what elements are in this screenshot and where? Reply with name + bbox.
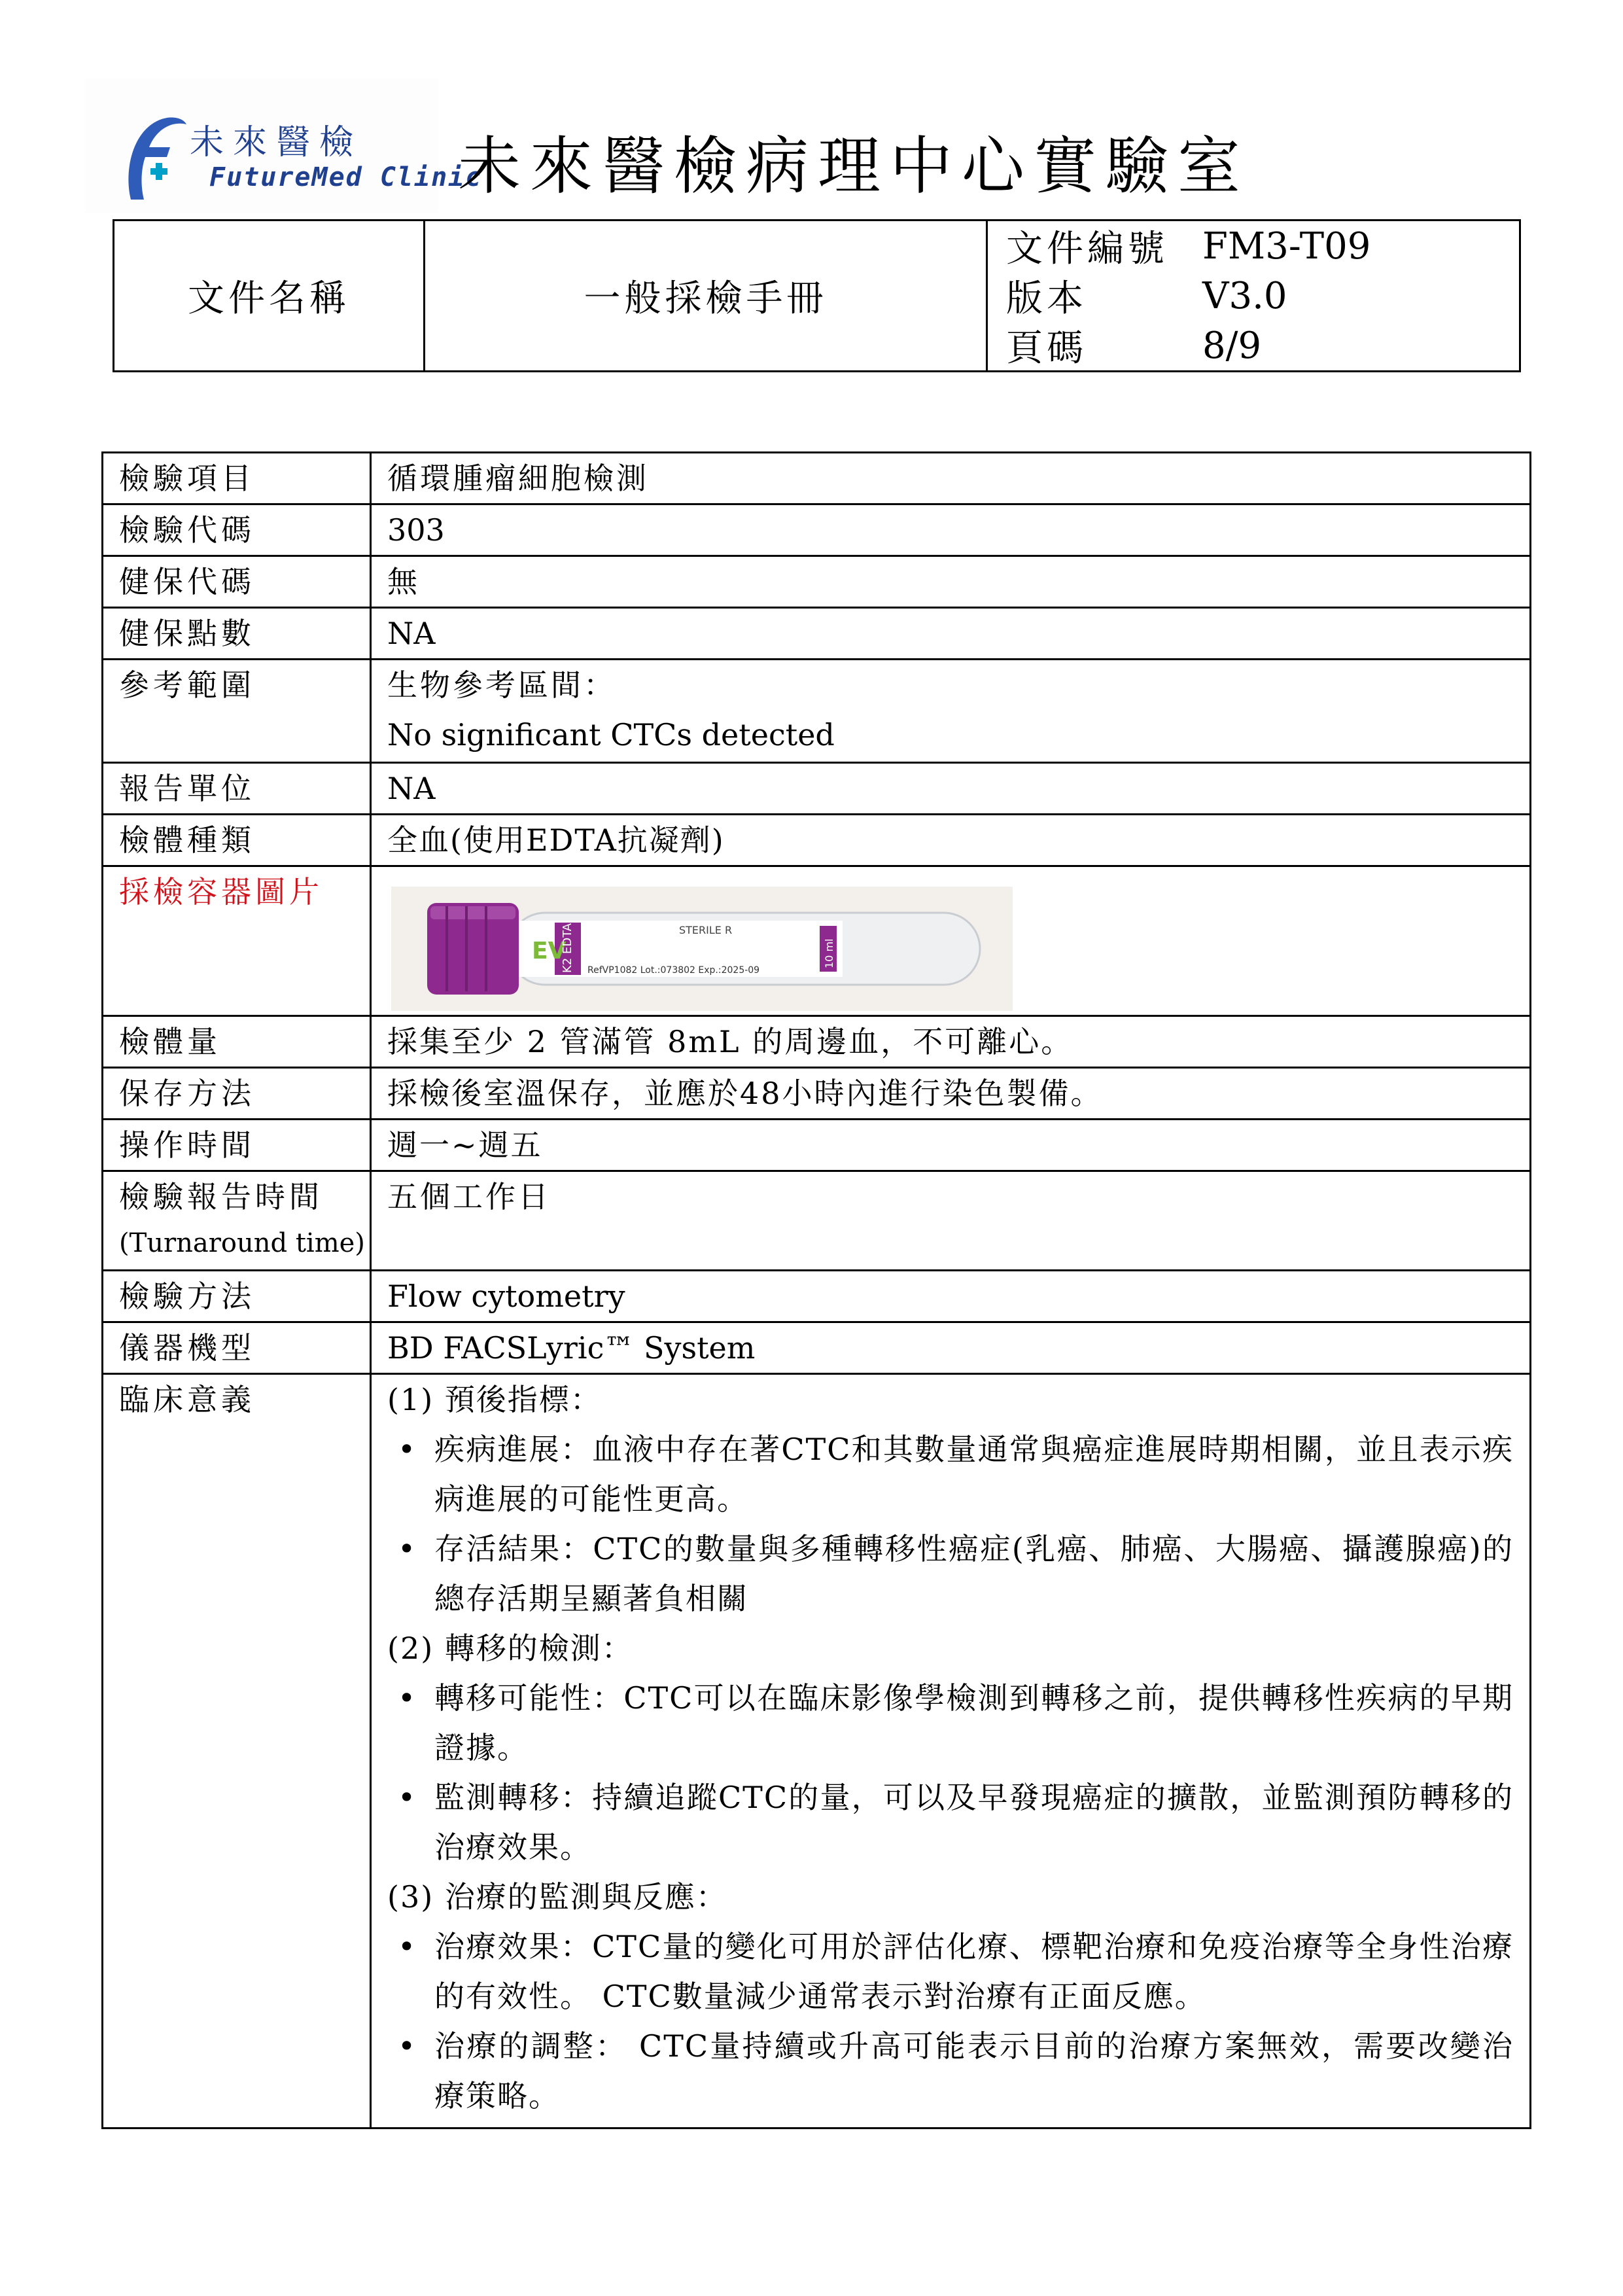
tube-brand: EV xyxy=(532,938,567,964)
doc-name-label: 文件名稱 xyxy=(114,221,425,372)
row-label: 操作時間 xyxy=(103,1120,371,1171)
table-row xyxy=(103,556,1531,608)
row-value: 採集至少 2 管滿管 8mL 的周邊血，不可離心。 xyxy=(371,1016,1531,1068)
row-value: NA xyxy=(371,608,1531,660)
row-label: 保存方法 xyxy=(103,1068,371,1120)
list-item: • 治療效果：CTC量的變化可用於評估化療、標靶治療和免疫治療等全身性治療的有效性。 CTC數量減少通常表示對治療有正面反應。 xyxy=(398,1929,1514,2014)
edta-tube-image xyxy=(391,887,1013,1011)
row-label: 檢體種類 xyxy=(103,815,371,866)
reference-range-value: No significant CTCs detected xyxy=(387,717,835,752)
table-row xyxy=(103,866,1531,1016)
doc-page-row xyxy=(1006,321,1519,370)
tube-volume: 10 ml xyxy=(823,938,835,968)
turnaround-label-cell xyxy=(103,1171,371,1271)
row-value: NA xyxy=(371,763,1531,815)
tube-sterile: STERILE R xyxy=(679,924,733,936)
list-item: • 疾病進展：血液中存在著CTC和其數量通常與癌症進展時期相關，並且表示疾病進展的可能性更高。 xyxy=(398,1432,1514,1517)
row-value: 週一~週五 xyxy=(371,1120,1531,1171)
list-item-text: 存活結果：CTC的數量與多種轉移性癌症(乳癌、肺癌、大腸癌、攝護腺癌)的總存活期呈顯著負相關 xyxy=(434,1531,1514,1616)
row-label: 檢體量 xyxy=(103,1016,371,1068)
row-label: 檢驗報告時間 xyxy=(119,1179,323,1214)
row-value: 五個工作日 xyxy=(371,1171,1531,1271)
doc-name-value: 一般採檢手冊 xyxy=(425,221,987,372)
row-label-sub: (Turnaround time) xyxy=(119,1228,365,1258)
logo-english-text: FutureMed Clinic xyxy=(209,162,483,192)
table-row xyxy=(103,1322,1531,1374)
list-item-text: 轉移可能性：CTC可以在臨床影像學檢測到轉移之前，提供轉移性疾病的早期證據。 xyxy=(434,1680,1514,1765)
row-label: 檢驗方法 xyxy=(103,1271,371,1322)
table-row xyxy=(103,763,1531,815)
section-heading: (2) 轉移的檢測： xyxy=(387,1631,633,1666)
row-label: 健保代碼 xyxy=(103,556,371,608)
reference-range-cell xyxy=(371,660,1531,763)
logo-chinese-text: 未來醫檢 xyxy=(190,123,363,162)
table-row xyxy=(103,660,1531,763)
row-value: BD FACSLyric™ System xyxy=(371,1322,1531,1374)
row-label: 採檢容器圖片 xyxy=(103,866,371,1016)
row-value: 無 xyxy=(371,556,1531,608)
list-item-text: 疾病進展：血液中存在著CTC和其數量通常與癌症進展時期相關，並且表示疾病進展的可能性更高。 xyxy=(434,1432,1514,1517)
document-info-table xyxy=(113,219,1521,372)
test-info-table xyxy=(101,451,1531,2129)
row-label: 檢驗代碼 xyxy=(103,504,371,556)
list-item: • 轉移可能性：CTC可以在臨床影像學檢測到轉移之前，提供轉移性疾病的早期證據。 xyxy=(398,1680,1514,1765)
row-value: 全血(使用EDTA抗凝劑) xyxy=(371,815,1531,866)
doc-number-value: FM3-T09 xyxy=(1202,224,1371,268)
row-label: 臨床意義 xyxy=(103,1374,371,2128)
table-row xyxy=(103,815,1531,866)
table-row xyxy=(103,1171,1531,1271)
section-heading: (3) 治療的監測與反應： xyxy=(387,1879,727,1915)
row-label: 儀器機型 xyxy=(103,1322,371,1374)
doc-version-value: V3.0 xyxy=(1202,274,1287,317)
row-label: 檢驗項目 xyxy=(103,453,371,504)
list-item: • 治療的調整： CTC量持續或升高可能表示目前的治療方案無效，需要改變治療策略。 xyxy=(398,2028,1514,2113)
row-label: 健保點數 xyxy=(103,608,371,660)
table-row xyxy=(103,1016,1531,1068)
row-label: 參考範圍 xyxy=(103,660,371,763)
list-item: • 存活結果：CTC的數量與多種轉移性癌症(乳癌、肺癌、大腸癌、攝護腺癌)的總存活期呈顯著負相關 xyxy=(398,1531,1514,1616)
row-value: Flow cytometry xyxy=(371,1271,1531,1322)
row-value: 採檢後室溫保存，並應於48小時內進行染色製備。 xyxy=(371,1068,1531,1120)
doc-page-value: 8/9 xyxy=(1202,324,1262,367)
doc-meta-cell xyxy=(987,221,1520,372)
tube-ref-text: RefVP1082 Lot.:073802 Exp.:2025-09 xyxy=(587,965,760,976)
table-row xyxy=(103,453,1531,504)
table-row xyxy=(103,1271,1531,1322)
clinic-logo xyxy=(85,79,483,213)
tube-image-cell xyxy=(371,866,1531,1016)
doc-page-label: 頁碼 xyxy=(1006,327,1087,370)
doc-number-row xyxy=(1006,221,1519,271)
list-item-text: 監測轉移：持續追蹤CTC的量，可以及早發現癌症的擴散，並監測預防轉移的治療效果。 xyxy=(434,1780,1514,1865)
lab-title: 未來醫檢病理中心實驗室 xyxy=(458,130,1249,203)
table-row xyxy=(103,504,1531,556)
reference-range-heading: 生物參考區間： xyxy=(387,667,616,703)
row-value: 303 xyxy=(371,504,1531,556)
clinical-significance-cell xyxy=(371,1374,1531,2128)
list-item-text: 治療的調整： CTC量持續或升高可能表示目前的治療方案無效，需要改變治療策略。 xyxy=(434,2028,1514,2113)
list-item: • 監測轉移：持續追蹤CTC的量，可以及早發現癌症的擴散，並監測預防轉移的治療效果。 xyxy=(398,1780,1514,1865)
list-item-text: 治療效果：CTC量的變化可用於評估化療、標靶治療和免疫治療等全身性治療的有效性。 CTC數量減少通常表示對治療有正面反應。 xyxy=(434,1929,1514,2014)
section-heading: (1) 預後指標： xyxy=(387,1382,602,1417)
row-value: 循環腫瘤細胞檢測 xyxy=(371,453,1531,504)
tube-label: K2 EDTA xyxy=(561,923,574,973)
table-row xyxy=(103,608,1531,660)
table-row xyxy=(103,1068,1531,1120)
doc-version-row xyxy=(1006,271,1519,321)
row-label: 報告單位 xyxy=(103,763,371,815)
logo-f-icon xyxy=(111,108,190,206)
table-row xyxy=(103,1374,1531,2128)
doc-number-label: 文件編號 xyxy=(1006,228,1168,270)
doc-version-label: 版本 xyxy=(1006,277,1087,320)
table-row xyxy=(103,1120,1531,1171)
